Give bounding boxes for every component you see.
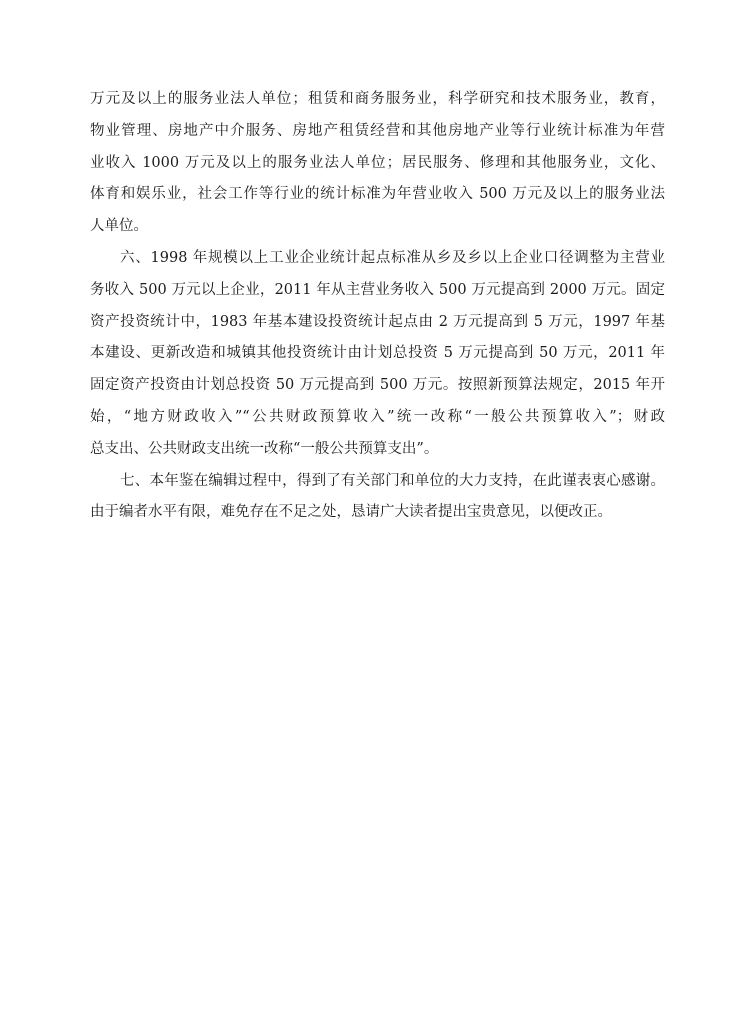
- paragraph-item-seven: [90, 466, 665, 530]
- text-line: 务收入 500 万元以上企业，2011 年从主营业务收入 500 万元提高到 2000 万元。固定: [90, 281, 665, 298]
- text-line: 万元及以上的服务业法人单位；租赁和商务服务业，科学研究和技术服务业，教育，: [90, 91, 665, 107]
- text-line: 六、1998 年规模以上工业企业统计起点标准从乡及乡以上企业口径调整为主营业: [120, 249, 665, 266]
- text-line: 固定资产投资由计划总投资 50 万元提高到 500 万元。按照新预算法规定，2015 年开: [90, 377, 665, 394]
- text-line: 体育和娱乐业，社会工作等行业的统计标准为年营业收入 500 万元及以上的服务业法: [90, 186, 665, 203]
- paragraph-item-six: [90, 243, 665, 466]
- text-line: 人单位。: [90, 218, 148, 235]
- text-line: 本建设、更新改造和城镇其他投资统计由计划总投资 5 万元提高到 50 万元，2011 年: [90, 345, 665, 362]
- text-line: 资产投资统计中，1983 年基本建设投资统计起点由 2 万元提高到 5 万元，1997 年基: [90, 313, 665, 330]
- text-line: 业收入 1000 万元及以上的服务业法人单位；居民服务、修理和其他服务业，文化、: [90, 154, 665, 171]
- text-line: 由于编者水平有限，难免存在不足之处，恳请广大读者提出宝贵意见，以便改正。: [90, 504, 612, 521]
- paragraph-service-industry-standards: [90, 84, 665, 243]
- text-line: 物业管理、房地产中介服务、房地产租赁经营和其他房地产业等行业统计标准为年营: [90, 122, 665, 139]
- text-line: 总支出、公共财政支出统一改称“一般公共预算支出”。: [90, 440, 439, 457]
- text-line: 始，“地方财政收入”“公共财政预算收入”统一改称“一般公共预算收入”；财政: [90, 408, 665, 425]
- text-line: 七、本年鉴在编辑过程中，得到了有关部门和单位的大力支持，在此谨表衷心感谢。: [120, 472, 665, 489]
- body-text: [90, 84, 665, 529]
